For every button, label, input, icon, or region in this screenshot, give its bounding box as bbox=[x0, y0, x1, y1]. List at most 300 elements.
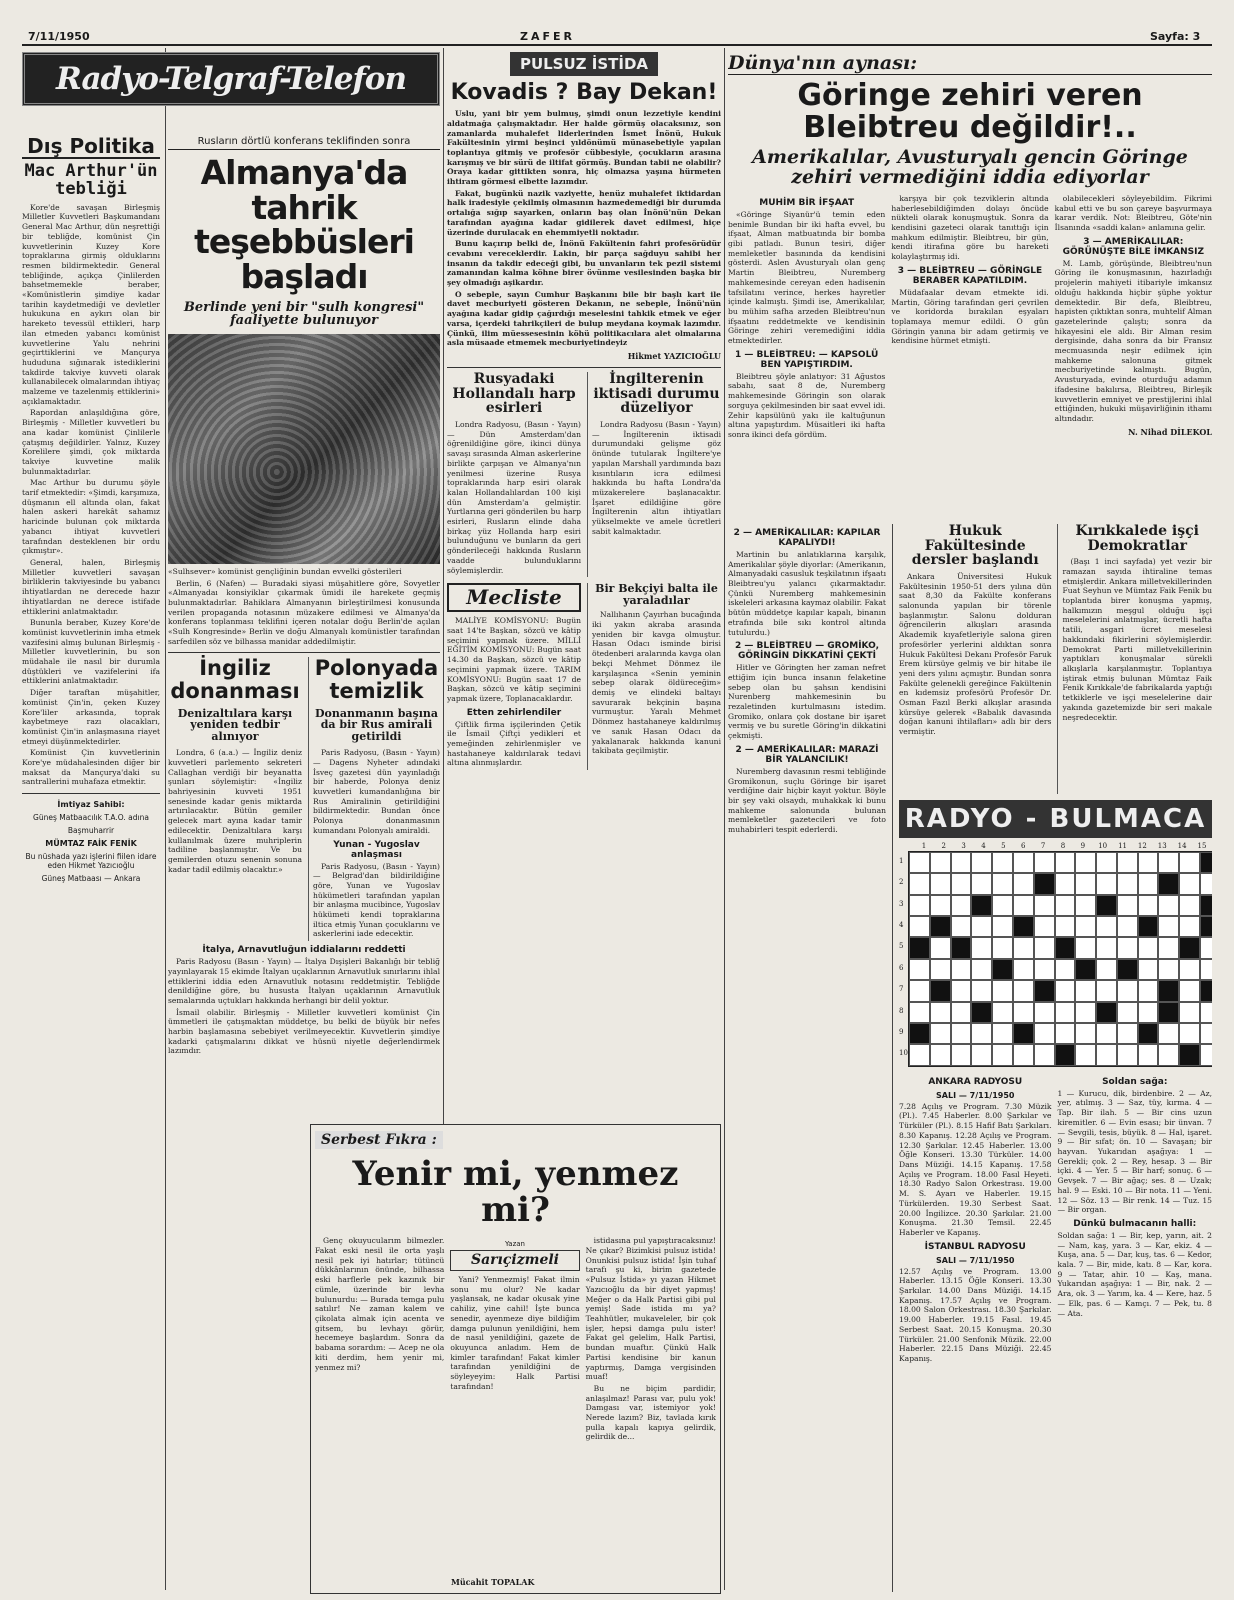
crossword-cell bbox=[1013, 937, 1034, 958]
crossword-cell bbox=[1138, 895, 1159, 916]
column-divider bbox=[724, 48, 725, 1590]
clues-text: 1 — Kurucu, dik, birdenbire. 2 — Az, yer, atılmış. 3 — Saz, tüy, kırma. 4 — Tap. Bir ilah. 5 — Bir cins uzun kiremitler. 6 — Evin esası; bir ünvan. 7 — Sevgili, tesis, büyük. 8 — Hal, işaret. 9 — Bir sıfat; ön. 10 — Savaşan; bir hayvan. Yukarıdan aşağıya: 1 — Gerekli; çok. 2 — Rey, hesap. 3 — Bir içki. 4 — Yer. 5 — Bir harf; sonuç. 6 — Gevşek. 7 — Bir ağaç; ses. 8 — Uzak; hal. 9 — Eski. 10 — Bir nota. 11 — Yeni. 12 — Söz. 13 — Bir renk. 14 — Tuz. 15 — Bir organ. bbox=[1057, 1088, 1212, 1215]
article-paragraph: Martinin bu anlatıklarına karşılık, Amerikalılar şöyle diyorlar: (Amerikanın, Almanyadaki casusluk teşkilatının ifşaatı Bleibtreu'yu yalancı çıkarmaktadır. Çünkü Nuremberg mahkemesinin iskeleleri arkasına kaymaz olabilir. Fakat bütün müddetçe kapılar kapalı, binanın etrafında bile sıkı kontrol altında tutulurdu.) bbox=[728, 549, 886, 637]
author-signature: N. Nihad DİLEKOL bbox=[1128, 426, 1212, 437]
crossword-column-numbers bbox=[914, 842, 1212, 851]
crossword-col-number: 6 bbox=[1020, 841, 1026, 850]
crossword-cell bbox=[1179, 873, 1200, 894]
crossword-cell bbox=[1013, 959, 1034, 980]
imprint-line: Güneş Matbaacılık T.A.O. adına bbox=[33, 813, 149, 823]
article-paragraph: O sebeple, sayın Cumhur Başkanını bile bir başlı kart ile davet mecburiyeti gösteren Dekanın, ne sebeple, İnönü'nün ayağına kadar gidip çağırdığı meselesini tahkik etmek ve eğer varsa, içerdeki tahrikçileri de bulup meydana koymak lazımdır. Çünkü, ilim müessesesinin köhü politikacılara alet olmalarına asla müsaade etmemek mecburiyetindeyiz bbox=[447, 289, 721, 348]
crossword-cell bbox=[1075, 895, 1096, 916]
right-section bbox=[892, 524, 1212, 1592]
crossword-cell bbox=[992, 1002, 1013, 1023]
crossword-cell bbox=[1158, 895, 1179, 916]
fikra-col bbox=[586, 1236, 716, 1444]
crossword-cell bbox=[909, 937, 930, 958]
article-paragraph: Diğer taraftan müşahitler, komünist Çin'in, çeken Kuzey Kore'liler arkasında, toprak kaybetmeye razı olacakları, komünist Çin'in anlaşmasına riayet etmeyi düşünmektedirler. bbox=[22, 688, 160, 746]
crossword-cell bbox=[951, 916, 972, 937]
article-england-economy bbox=[587, 372, 721, 577]
crossword-cell bbox=[1138, 1002, 1159, 1023]
crossword-cell bbox=[971, 1002, 992, 1023]
crossword-cell bbox=[1055, 937, 1076, 958]
crossword-cell bbox=[1075, 959, 1096, 980]
crossword-col-number: 15 bbox=[1197, 841, 1207, 850]
crossword-cell bbox=[1096, 852, 1117, 873]
article-paragraph: Komünist Çin kuvvetlerinin Kore'ye müdahalesinden diğer bir maksat da Mançurya'daki su santrallerini muhafaza etmektir. bbox=[22, 748, 160, 787]
crossword-cell bbox=[1117, 937, 1138, 958]
crossword-col-number: 2 bbox=[941, 841, 947, 850]
crowd-photo bbox=[168, 334, 440, 564]
crossword-col-number: 1 bbox=[921, 841, 927, 850]
crossword-cell bbox=[1096, 916, 1117, 937]
article-paragraph: istidasına pul yapıştıracaksınız! Ne çıkar? Bizimkisi pulsuz istida! Onunkisi pulsuz istida! İşin tuhaf tarafı şu ki, birim gazetede «Pulsuz İstida» yı yazan Hikmet Yazıcıoğlu da bir diyet yapmış! Meğer o da Halk Partisi gibi pul yemiş! Sade istida mı ya? Teahhütler, mukaveleler, bir çok işler, hepsi damga pulu ister! Fakat gel gelelim, Halk Partisi, bundan muaftır. Çünkü Halk Partisi kendisine bir kanun yaptırmış, Damga vergisinden muaf! bbox=[585, 1236, 716, 1382]
crossword-cell bbox=[951, 1002, 972, 1023]
radio-banner-box bbox=[22, 52, 440, 132]
photo-caption: «Sulhsever» komünist gençliğinin bundan evvelki gösterileri bbox=[168, 566, 402, 576]
crossword-cell bbox=[909, 916, 930, 937]
goring-col bbox=[891, 194, 1048, 524]
crossword-cell bbox=[971, 959, 992, 980]
two-article-row bbox=[899, 524, 1212, 794]
crossword-cell bbox=[1158, 1023, 1179, 1044]
article-paragraph: Bleibtreu şöyle anlatıyor: 31 Ağustos sabahı, saat 8 de, Nuremberg mahkemesinde Göringin son olarak sorguya çekilmesinden bir saat evvel idi. Zehir kapsülünü yakı ile kaltuğunun altına yapıştırdım. Müsaitleri iki hafta sonra ikinci defa gördüm. bbox=[728, 371, 886, 439]
crossword-cell bbox=[930, 1023, 951, 1044]
header-page-number: Sayfa: 3 bbox=[1150, 30, 1201, 43]
crossword-cell bbox=[1158, 873, 1179, 894]
crossword-cell bbox=[951, 852, 972, 873]
crossword-cell bbox=[1013, 916, 1034, 937]
article-paragraph: Bunu kaçırıp belki de, İnönü Fakültenin fahri profesörüdür cevabını vereceklerdir. Lakin, bir parça sağduyu sahibi her insanın da takdir edeceği gibi, bu unvanların tek pezil sistemi zamanından kalma köhne birer övünme vesilesinden başka bir şey olmadığı aşikardır. bbox=[447, 239, 721, 288]
crossword-cell bbox=[1200, 1044, 1212, 1065]
author-signature: Hikmet YAZICIOĞLU bbox=[627, 350, 721, 361]
radio-station-date: SALI — 7/11/1950 bbox=[936, 1090, 1015, 1100]
crossword-cell bbox=[1179, 959, 1200, 980]
crossword-cell bbox=[1034, 1002, 1055, 1023]
crossword-row-numbers bbox=[899, 851, 908, 1067]
headline-kirikkale: Kırıkkalede işçi Demokratlar bbox=[1075, 522, 1199, 554]
crossword-cell bbox=[1117, 980, 1138, 1001]
two-article-row bbox=[447, 367, 721, 577]
crossword-cell bbox=[930, 873, 951, 894]
crossword-cell bbox=[1200, 852, 1212, 873]
two-article-row bbox=[168, 652, 440, 941]
crossword-cell bbox=[1158, 1002, 1179, 1023]
subhead: 2 — BLEİBTREU — GROMİKO, GÖRİNGİN DİKKATİNİ ÇEKTİ bbox=[735, 641, 879, 662]
crossword-cell bbox=[1075, 916, 1096, 937]
crossword-cell bbox=[1179, 916, 1200, 937]
crossword-cell bbox=[971, 895, 992, 916]
radio-schedule: 7.28 Açılış ve Program. 7.30 Müzik (Pl.). 7.45 Haberler. 8.00 Şarkılar ve Türküler (Pl.). 8.15 Hafif Batı Şarkıları. 8.30 Kapanış. 12.28 Açılış ve Program. 12.30 Şarkılar. 12.45 Haberler. 13.00 Öğle Konseri. 13.30 Türküler. 14.00 Dans Müziği. 14.15 Kapanış. 17.58 Açılış ve Program. 18.00 Fasıl Heyeti. 18.30 Radyo Salon Orkestrası. 19.00 M. S. Ayarı ve Haberler. 19.15 Türkülerden. 19.30 Serbest Saat. 20.00 İngilizce. 20.30 Şarkılar. 21.00 Konuşma. 21.30 Temsil. 22.45 Haberler ve Kapanış. bbox=[899, 1101, 1052, 1237]
crossword-cell bbox=[1034, 1044, 1055, 1065]
subhead: MUHİM BİR İFŞAAT bbox=[759, 197, 855, 208]
crossword-cell bbox=[1096, 1023, 1117, 1044]
serbest-fikra-box bbox=[310, 1124, 721, 1594]
article-paragraph: Londra, 6 (a.a.) — İngiliz deniz kuvvetleri parlemento sekreteri Callaghan verdiği bir beyanatta şunları söylemiştir: «İngiliz bahriyesinin kuvveti 1951 senesinde kadar genis miktarda artırılacaktır. Bütün gemiler gelecek mart ayına kadar tamir edilecektir. Denizaltılara karşı kullanılmak üzere muhriplerin tadiline başlanmıştır. Ve bu gemilerden otuzu senenin sonuna kadar tadil edilmiş olacaktır.» bbox=[168, 748, 302, 874]
article-law-faculty bbox=[899, 524, 1051, 794]
column-1 bbox=[22, 136, 160, 1586]
crossword-cell bbox=[1117, 916, 1138, 937]
crossword-cell bbox=[1013, 895, 1034, 916]
article-paragraph: MALİYE KOMİSYONU: Bugün saat 14'te Başkan, sözcü ve kâtip seçimini yapmak üzere. MİLLİ EĞİTİM KOMİSYONU: Bugün saat 14.30 da Başkan, sözcü ve kâtip seçimini yapmak üzere. TARIM KOMİSYONU: Bugün saat 17 de Başkan, sözcü ve kâtip seçimini yapmak üzere, Toplanacaklardır. bbox=[447, 616, 581, 703]
section-title: Dış Politika bbox=[22, 136, 160, 159]
crossword-cell bbox=[971, 916, 992, 937]
crossword-cell bbox=[951, 1023, 972, 1044]
crossword-cell bbox=[1096, 959, 1117, 980]
crossword-col-number: 5 bbox=[1001, 841, 1006, 850]
header-paper-name: ZAFER bbox=[520, 30, 575, 43]
crossword-cell bbox=[1034, 959, 1055, 980]
headline-poland: Polonyada temizlik bbox=[314, 656, 439, 703]
headline-kovadis: Kovadis ? Bay Dekan! bbox=[450, 80, 718, 105]
crossword-cell bbox=[1179, 1002, 1200, 1023]
crossword-cell bbox=[1096, 1044, 1117, 1065]
crossword-body bbox=[899, 851, 1212, 1067]
lower-columns bbox=[728, 524, 1212, 1592]
crossword-cell bbox=[1117, 1044, 1138, 1065]
crossword-cell bbox=[992, 873, 1013, 894]
crossword-cell bbox=[1075, 1023, 1096, 1044]
crossword-cell bbox=[992, 852, 1013, 873]
imprint-line: Güneş Matbaası — Ankara bbox=[41, 874, 141, 884]
article-paragraph: Bununla beraber, Kuzey Kore'de komünist kuvvetlerinin imha etmek vazifesini almış bulunan Birleşmiş - Milletler kuvvetlerinin, bu son müdahale ile nasıl bir durumla düştükleri ve vazifelerini ifa ettiklerini anlatmaktadır. bbox=[22, 618, 160, 686]
article-paragraph: Fakat, bugünkü nazik vaziyette, henüz muhalefet iktidardan halk iradesiyle çekilmiş olmasının hazmedemediği bir durumda ortalığa sığıp sayarken, onların baş olan İnönü'nün Dekan tarafından ayağına kadar gidilerek davet edilmesi, hiçe üzerinde durulacak en ehemmiyetli noktadır. bbox=[447, 188, 721, 237]
crossword-cell bbox=[909, 1002, 930, 1023]
article-paragraph: Genç okuyucularım bilmezler. Fakat eski nesil ile orta yaşlı nesil pek iyi hatırlar; tütüncü dükkânlarının önünde, bilhassa eski harflerle pek kazınık bir cümle, üzerinde bir levha bulunurdu: — Burada temga pulu satılır! Ne zaman kalem ve çikolata almak için acenta ve gitsem, bu levhayı görür, hecemeye başlardım. Sonra da babama sorardım: — Acep ne ola kiti derdim, hem yenir mi, yenmez mi? bbox=[315, 1236, 445, 1372]
crossword-cell bbox=[971, 937, 992, 958]
crossword-cell bbox=[1096, 895, 1117, 916]
crossword-cell bbox=[992, 895, 1013, 916]
crossword-cell bbox=[1034, 937, 1055, 958]
crossword-cell bbox=[1117, 959, 1138, 980]
subhead-greek-yugoslav: Yunan - Yugoslav anlaşması bbox=[333, 839, 420, 860]
article-paragraph: Müdafaalar devam etmekte idi. Martin, Göring tarafından geri çevrilen ve koridorda bırakılan eşyaları toplamaya memur edildi. O gün Göringin yanına bir adam getirmiş ve kendisine hürmet etmişti. bbox=[891, 287, 1049, 346]
crossword-cell bbox=[1117, 895, 1138, 916]
article-paragraph: General, halen, Birleşmiş Milletler kuvvetleri savaşan birliklerin takviyesinde bu yabancı ihtiyatlardan ne derecede hazır ihtiyatlardan ne derece istifade ettiklerini anlatmaktadır. bbox=[22, 558, 160, 616]
crossword-cell bbox=[1158, 959, 1179, 980]
pulsuz-label-wrap bbox=[447, 52, 721, 76]
article-title: Mac Arthur'ün tebliği bbox=[24, 161, 158, 199]
crossword-cell bbox=[1200, 916, 1212, 937]
crossword-cell bbox=[930, 937, 951, 958]
crossword-cell bbox=[1055, 916, 1076, 937]
radio-station-title: İSTANBUL RADYOSU bbox=[924, 1241, 1026, 1252]
crossword-cell bbox=[930, 895, 951, 916]
article-paragraph: karşıya bir çok tezviklerin altında haberlesebildiğimden dolayı öncüde nükteli olarak konuşmuştuk. Sonra da kendisini gazeteci olarak tanıttığı için mahkum edilmiştir. Bleibtreu, bir gün, kendi itirafına göre bu hareketi kolaylaştırmış idi. bbox=[891, 193, 1049, 262]
fikra-title: Yenir mi, yenmez mi? bbox=[352, 1154, 679, 1230]
crossword-cell bbox=[951, 1044, 972, 1065]
crossword-cell bbox=[992, 980, 1013, 1001]
divider bbox=[22, 793, 160, 794]
radio-schedule: 12.57 Açılış ve Program. 13.00 Haberler. 13.15 Öğle Konseri. 13.30 Şarkılar. 14.00 Dans Müziği. 14.15 Kapanış. 17.57 Açılış ve Program. 18.00 Salon Orkestrası. 18.30 Şarkılar. 19.00 Haberler. 19.15 Fasıl. 19.45 Serbest Saat. 20.15 Konuşma. 20.30 Türküler. 21.00 Senfonik Müzik. 22.00 Haberler. 22.15 Dans Müziği. 22.45 Kapanış. bbox=[899, 1266, 1052, 1363]
crossword-cell bbox=[1138, 852, 1159, 873]
crossword-col-number: 10 bbox=[1098, 841, 1108, 850]
crossword-row-number: 10 bbox=[899, 1049, 908, 1058]
radio-programs bbox=[899, 1073, 1052, 1366]
crossword-cell bbox=[909, 873, 930, 894]
crossword-cell bbox=[1055, 1023, 1076, 1044]
crossword-row-number: 8 bbox=[899, 1006, 904, 1015]
article-paragraph: İsmail olabilir. Birleşmiş - Milletler kuvvetleri komünist Çin ümmetleri ile çatışmaktan müddetçe, bu belki de büyük bir nefes harbin başlamasına sebebiyet verilmeyecektir. Kuvvetlerin şimdiye kadarki çatışmalarını dikkat ve hüsnü niyetle değerlendirmek lazımdır. bbox=[168, 1007, 440, 1056]
headline-navy: İngiliz donanması bbox=[170, 656, 300, 703]
crossword-cell bbox=[1117, 1002, 1138, 1023]
crossword-cell bbox=[1158, 1044, 1179, 1065]
crossword-cell bbox=[1055, 873, 1076, 894]
article-paragraph: «Göringe Siyanür'ü temin eden benimle Bundan bir iki hafta evvel, bu ifşaat, Alman matbuatında bir bomba gibi patladı. Bunun tesiri, diğer memleketler basınında da kendisini gösterdi. Aslen Avusturyalı olan genç Martin Bleibtreu, Nuremberg mahkemesinde cereyan eden hadisenin tafsilatını verince, herkes hayretler içinde kalmıştı. Şimdi ise, Amerikalılar, bu mühim safha arzeden Bleibtreu'nun ifşaatını reddetmekte ve kendisinin Göringe zehiri veremediğini iddia etmektedirler. bbox=[728, 209, 886, 346]
radio-station-date: SALI — 7/11/1950 bbox=[936, 1255, 1015, 1265]
radio-and-clues bbox=[899, 1073, 1212, 1366]
crossword-cell bbox=[1055, 1002, 1076, 1023]
serbest-fikra-label: Serbest Fıkra : bbox=[315, 1131, 443, 1149]
subhead: 3 — BLEİBTREU — GÖRİNGLE BERABER KAPATILDIM. bbox=[897, 265, 1043, 286]
radio-crossword-banner: RADYO - BULMACA bbox=[899, 800, 1212, 838]
crossword-cell bbox=[1158, 937, 1179, 958]
crossword-col-number: 14 bbox=[1177, 841, 1187, 850]
crossword-cell bbox=[1200, 980, 1212, 1001]
crossword-cell bbox=[1034, 852, 1055, 873]
author-signature: Mücahit TOPALAK bbox=[451, 1577, 535, 1587]
crossword-col-number: 11 bbox=[1118, 841, 1127, 850]
column-divider bbox=[165, 48, 166, 1590]
crossword-cell bbox=[1096, 1002, 1117, 1023]
crossword-col-number: 4 bbox=[981, 841, 986, 850]
headline-goring: Göringe zehiri veren Bleibtreu değildir!.. bbox=[797, 78, 1143, 145]
article-paragraph: M. Lamb, görüşünde, Bleibtreu'nun Göring ile konuşmasının, hazırladığı projelerin mahiyeti itibariyle imkansız olduğu hakkında hiçbir şüphe yoktur demektedir. Bir defa, Bleibtreu, hapisten çıktıktan sonra, muhtelif Alman gazetelerinde çalıştı; sonra da hikayesini ele aldı. Bir Alman resim dergisinde, daha sonra da bir Fransız mecmuasında neşir edilmek için mahkeme salonuna gitmek mecburiyetinde kalmıştı. Bugün, Avusturyada, evinde oturduğu adamın ifadesine bakılırsa, Bleibtreu, Birleşik kuvvetlerin emniyet ve prestijlerini ihlal ettiğinden, hukuki müşavirliğinin ithamı altındadır. bbox=[1054, 258, 1212, 423]
article-paragraph: Paris Radyosu, (Basın - Yayın) — Belgrad'dan bildirildiğine göre, Yunan ve Yugoslav hükümetleri tarafından yapılan bir anlaşma mucibince, Yugoslav hükümeti kendi topraklarına iltica etmiş Yunan çocuklarını ve askerlerini iade edecektir. bbox=[313, 861, 440, 939]
subhead: 1 — BLEİBTREU: — KAPSOLÜ BEN YAPIŞTIRDIM. bbox=[735, 349, 879, 370]
article-parliament bbox=[447, 583, 581, 770]
subhead: 3 — AMERİKALILAR: GÖRÜNÜŞTE BİLE İMKANSIZ bbox=[1062, 236, 1205, 257]
article-paragraph: olabilecekleri söyleyebildim. Fikrimi kabul etti ve bu son çareye başvurmaya karar verdik. Not: Bleibtreu, Göte'nin İlsanında «saddi kalan» anlamına gelir. bbox=[1054, 193, 1212, 232]
crossword-row-number: 3 bbox=[899, 899, 904, 908]
imprint-editor: MÜMTAZ FAİK FENİK bbox=[45, 839, 137, 849]
crossword-cell bbox=[930, 916, 951, 937]
article-paragraph: Paris Radyosu (Basın - Yayın) — İtalya Dışişleri Bakanlığı bir tebliğ yayınlayarak 15 ekimde İtalyan uçaklarının Arnavutluk sınırlarını ihlal ettiklerini iddia eden Arnavutluk notasını reddetmiştir. Tebliğde denildiğine göre, bu hususta İtalyan uçaklarının Arnavutluk semalarında uçtukları hakkında herhangi bir delil yoktur. bbox=[168, 957, 440, 1005]
crossword-cell bbox=[930, 1044, 951, 1065]
article-paragraph: (Başı 1 inci sayfada) yet vezir bir ramazan sayıda ihtiraline temas etmişlerdir. Ankara milletvekillerinden Fuat Seyhun ve Mümtaz Faik Fenik bu toplantıda birer konuşma yapmış, halkımızın meşgul olduğu işçi meselelerini anlatmışlar, ücretli hafta tatili, asgari ücret meselesi hakkındaki fikirlerini söylemişlerdir. Demokrat Parti milletvekillerinin yaptıkları konuşmalar sürekli alkışlarla karşılanmıştır. Toplantıya iştirak etmiş bulunan Mümtaz Faik Fenik Kırıkkale'de fabrikalarda yaptığı tetkiklerle ve işçi meselelerine dair yakında gazetemizde bir seri makale neşredecektir. bbox=[1062, 557, 1212, 722]
crossword-cell bbox=[930, 1002, 951, 1023]
dunya-kicker: Dünya'nın aynası: bbox=[728, 52, 1212, 75]
crossword-cell bbox=[1013, 852, 1034, 873]
subhead-poland: Donanmanın başına da bir Rus amirali getirildi bbox=[314, 706, 439, 743]
crossword-cell bbox=[1179, 980, 1200, 1001]
crossword-cell bbox=[1075, 937, 1096, 958]
two-article-row bbox=[447, 583, 721, 770]
subhead: 2 — AMERİKALILAR: KAPILAR KAPALIYDI! bbox=[733, 527, 881, 548]
crossword-row-number: 6 bbox=[899, 963, 904, 972]
radio-station-title: ANKARA RADYOSU bbox=[928, 1076, 1023, 1087]
crossword-cell bbox=[971, 1023, 992, 1044]
crossword-cell bbox=[1179, 895, 1200, 916]
headline-law-faculty: Hukuk Fakültesinde dersler başlandı bbox=[911, 522, 1039, 569]
crossword-col-number: 9 bbox=[1080, 841, 1086, 850]
crossword-cell bbox=[1075, 1044, 1096, 1065]
crossword-cell bbox=[909, 852, 930, 873]
crossword-row-number: 5 bbox=[899, 942, 904, 951]
crossword-cell bbox=[909, 1044, 930, 1065]
crossword-cell bbox=[992, 937, 1013, 958]
crossword-cell bbox=[1179, 852, 1200, 873]
crossword-cell bbox=[1117, 873, 1138, 894]
crossword-cell bbox=[1034, 1023, 1055, 1044]
headline-dutch-pow: Rusyadaki Hollandalı harp esirleri bbox=[452, 370, 576, 417]
imprint-line: Başmuharrir bbox=[67, 826, 115, 836]
article-paragraph: Hitler ve Göringten her zaman nefret ettiğim için bunca insanın felaketine sebep olan bu şahsın kendisini Nurenberg mahkemesinin bu rezaletinden kurtulmasını istedim. Gromiko, onlara çok dostane bir işaret vermiş ve bu suretle Göring'in dikkatini çekmişti. bbox=[728, 663, 886, 741]
crossword-cell bbox=[971, 852, 992, 873]
byline-label: Yazan bbox=[504, 1240, 525, 1249]
crossword-cell bbox=[951, 980, 972, 1001]
crossword-cell bbox=[1034, 895, 1055, 916]
crossword-cell bbox=[909, 959, 930, 980]
column-2 bbox=[168, 132, 440, 1142]
article-paragraph: Paris Radyosu, (Basın - Yayın) — Dagens Nyheter adındaki İsveç gazetesi dün yayınladığı bir haberde, Polonya deniz kuvvetleri kumandanlığına bir Rus Amiralinin getirildiğini bildirmektedir. Bundan önce Polonya donanmasının kumandanı Polonyalı amiraldi. bbox=[313, 748, 440, 835]
crossword-cell bbox=[1055, 895, 1076, 916]
crossword-col-number: 8 bbox=[1060, 841, 1066, 850]
crossword-col-number: 12 bbox=[1137, 841, 1147, 850]
goring-article-columns bbox=[728, 194, 1212, 524]
article-paragraph: Nuremberg davasının resmi tebliğinde Gromikonun, suçlu Göringe bir işaret verdiğine dair hiçbir kayıt yoktur. Böyle bir şey vaki olsaydı, muhakkak ki bunu mahkeme salonunda bulunan memleketler gazetecileri ve foto muhabirleri tespit ederlerdi. bbox=[728, 766, 886, 835]
crossword-cell bbox=[930, 980, 951, 1001]
crossword-cell bbox=[1138, 1023, 1159, 1044]
crossword-cell bbox=[909, 980, 930, 1001]
crossword-cell bbox=[1200, 1023, 1212, 1044]
crossword-cell bbox=[1075, 980, 1096, 1001]
header-rule bbox=[22, 44, 1212, 46]
crossword-cell bbox=[971, 980, 992, 1001]
crossword-cell bbox=[1200, 937, 1212, 958]
column-4 bbox=[728, 52, 1212, 1592]
crossword-cell bbox=[992, 959, 1013, 980]
author-byline: Sarıçizmeli bbox=[450, 1250, 579, 1271]
column-3 bbox=[447, 52, 721, 1152]
article-paragraph: Nallıhanın Çayırhan bucağında iki yakın akraba arasında yeniden bir kavga olmuştur. Hasan Odacı isminde birisi ötedenberi aralarında kavga olan bekçi Mehmet Dönmez ile karşılaşınca «Senin yeminin sebep olarak öldüreceğim» demiş ve elindeki baltayı savurarak bekçinin başına vurmuştur. Yaralı Mehmet Dönmez hastahaneye kaldırılmış ve sanık Hasan Odacı da yakalanarak hakkında kanuni takibata geçilmiştir. bbox=[592, 610, 721, 756]
crossword-cell bbox=[1075, 873, 1096, 894]
article-paragraph: Mac Arthur bu durumu şöyle tarif etmektedir: «Şimdi, karşımıza, düşmanın ell altında olan, fakat halen askeri harekât sahamız haricinde bulunan çok miktarda yabancı ihtiyat kuvvetleri tarafından desteklenen bir ordu çıkmıştır». bbox=[22, 478, 160, 556]
goring-col bbox=[1055, 194, 1212, 524]
crossword-cell bbox=[1034, 916, 1055, 937]
crossword-cell bbox=[1138, 873, 1159, 894]
crossword-cell bbox=[1138, 937, 1159, 958]
crossword-cell bbox=[1096, 980, 1117, 1001]
crossword-cell bbox=[951, 895, 972, 916]
crossword-cell bbox=[1138, 916, 1159, 937]
article-paragraph: Çiftlik firma işçilerinden Çetik ile İsmail Çiftçi yedikleri et yemeğinden zehirlenmişler ve hastahaneye kaldırılarak tedavi altına alınmışlardır. bbox=[447, 719, 581, 768]
crossword-cell bbox=[1179, 1044, 1200, 1065]
crossword-cell bbox=[1055, 852, 1076, 873]
fikra-columns bbox=[315, 1236, 716, 1444]
article-paragraph: Ankara Üniversitesi Hukuk Fakültesinin 1950-51 ders yılına dün saat 8,30 da Fakülte konferans salonunda yapılan bir törenle başlanmıştır. Salonu dolduran öğrencilerin alkışları arasında Akademik kıyafetleriyle salona giren profesörler yerlerini aldıktan sonra Hukuk Fakültesi Dekanı Profesör Faruk Erem kürsüye gelmiş ve bir hitabe ile yeni ders yılını açmıştır. Bundan sonra Fakülte gelenekli gereğince Fakültenin en kıdemsiz profesörü Profesör Dr. Osman Fazıl Berki alkışlar arasında kürsüye gelerek «Babalık davasında doğan kanuni ihtilafları» adlı bir ders vermiştir. bbox=[899, 571, 1052, 737]
crossword-cell bbox=[1096, 937, 1117, 958]
crossword-cell bbox=[1200, 873, 1212, 894]
crossword-cell bbox=[1158, 980, 1179, 1001]
headline-germany: Almanya'da tahrik teşebbüsleri başladı bbox=[194, 153, 414, 296]
crossword-cell bbox=[1158, 916, 1179, 937]
crossword-cell bbox=[951, 959, 972, 980]
article-poland bbox=[308, 657, 440, 941]
crossword-cell bbox=[1034, 980, 1055, 1001]
article-paragraph: Kore'de savaşan Birleşmiş Milletler Kuvvetleri Başkumandanı General Mac Arthur, dün neşrettiği bir tebliğde, komünist Çin kuvvetlerinin Kuzey Kore topraklarına girmiş olduklarını resmen bildirmektedir. General tebliğinde, açıkça Çinlilerden bahsetmemekle beraber, «Komünistlerin şimdiye kadar tarihin kaydetmediği ve devletler hukukuna en aykırı olan bir hareketo tevessül ettikleri, harp ilan etmeden yabancı komünist kuvvetlerine Yalu nehrini geçirttiklerini ve Mançurya hududuna sığınarak istediklerini takdirde takviye kuvveti olarak kullanabilecek olmalarından ihtiyaç malzeme ve tazelenmiş ettiklerini» açıklamaktadır. bbox=[22, 202, 160, 406]
subhead-poisoning: Etten zehirlendiler bbox=[466, 707, 562, 718]
subhead: 2 — AMERİKALILAR: MARAZİ BİR YALANCILIK! bbox=[735, 744, 879, 765]
crossword-cell bbox=[1096, 873, 1117, 894]
crossword-cell bbox=[930, 852, 951, 873]
headline-watchman: Bir Bekçiyi balta ile yaraladılar bbox=[595, 582, 718, 607]
crossword-cell bbox=[1158, 852, 1179, 873]
crossword-cell bbox=[1075, 852, 1096, 873]
crossword-cell bbox=[1013, 873, 1034, 894]
article-dutch-pow bbox=[447, 372, 581, 577]
crossword-clues bbox=[1058, 1073, 1212, 1366]
subhead-navy: Denizaltılara karşı yeniden tedbir alınıyor bbox=[177, 706, 293, 743]
article-paragraph: Londra Radyosu (Basın - Yayın) — İngilterenin iktisadi durumundaki gelişme göz önünde tutularak İngiltere'ye yapılan Marshall yardımında bazı kısıntıların icra edilmesi hakkında bu hafta Londra'da müzakerelere başlanacaktır. İşaret edildiğine göre İngilterenin altın ihtiyatları yükselmekte ve amele ücretleri sabit kalmaktadır. bbox=[592, 420, 721, 536]
article-navy bbox=[168, 657, 302, 941]
crossword-col-number: 7 bbox=[1040, 841, 1046, 850]
crossword-cell bbox=[1075, 1002, 1096, 1023]
crossword-cell bbox=[1013, 980, 1034, 1001]
headline-subtitle: Berlinde yeni bir "sulh kongresi" faaliyette bulunuyor bbox=[183, 299, 425, 329]
crossword-cell bbox=[951, 873, 972, 894]
crossword-cell bbox=[971, 873, 992, 894]
crossword-cell bbox=[971, 1044, 992, 1065]
imprint-line: Bu nüshada yazı işlerini fiilen idare eden Hikmet Yazıcıoğlu bbox=[25, 852, 157, 871]
crossword-cell bbox=[1138, 980, 1159, 1001]
crossword-cell bbox=[1013, 1002, 1034, 1023]
crossword-puzzle bbox=[899, 842, 1212, 1067]
crossword-cell bbox=[951, 937, 972, 958]
article-paragraph: Rapordan anlaşıldığına göre, Birleşmiş - Milletler kuvvetleri bu ana kadar komünist Çinlilerle çatışmış değildirler. Yalnız, Kuzey Korelilere şimdi, çok miktarda takviye kuvvetine malik bulunmaktadırlar. bbox=[22, 408, 160, 476]
crossword-cell bbox=[909, 895, 930, 916]
header-date: 7/11/1950 bbox=[28, 30, 90, 43]
crossword-cell bbox=[1055, 959, 1076, 980]
crossword-cell bbox=[1117, 852, 1138, 873]
fikra-col bbox=[315, 1236, 444, 1444]
crossword-cell bbox=[1179, 1023, 1200, 1044]
crossword-cell bbox=[1055, 1044, 1076, 1065]
headline-england-economy: İngilterenin iktisadi durumu düzeliyor bbox=[593, 370, 720, 417]
article-paragraph: Berlin, 6 (Nafen) — Buradaki siyasi müşahitlere göre, Sovyetler «Almanyadaı konsiyiklar çıkarmak ümidi ile harekete geçmiş bulunmaktadırlar. Bahiklara Almanyanın birleştirilmesi konusunda verilen propaganda notasının müzakere edilmesi ve Almanya'da konferans toplanması teklifini içeren notalar doğu Berlin'de açılan «Sulh Kongresinde» Berlin ve doğu Almanyalı komünistler tarafından sarfedilen söz ve bilhassa manidar addedilmiştir. bbox=[168, 578, 440, 646]
mecliste-box: Mecliste bbox=[447, 583, 581, 612]
article-watchman bbox=[587, 583, 721, 770]
article-paragraph: Yani? Yenmezmiş! Fakat ilmin sonu mu olur? Ne kadar yaşlansak, ne kadar okusak yine cahiliz, yine cahil! İşte bunca senedir, ayenmeze diye bildiğim damga pulunun yenildiğini, hem de nasıl yenildiğini, gazete de okuyunca anladım. Hem de kimler tarafından! Fakat kimler tarafından yenildiğini de söyleyeyim: Halk Partisi tarafından! bbox=[450, 1275, 580, 1391]
crossword-cell bbox=[1055, 980, 1076, 1001]
crossword-cell bbox=[909, 1023, 930, 1044]
crossword-cell bbox=[1013, 1023, 1034, 1044]
pulsuz-istida-label: PULSUZ İSTİDA bbox=[510, 52, 658, 76]
clues-heading: Soldan sağa: bbox=[1102, 1076, 1168, 1087]
goring-col-continued bbox=[728, 524, 886, 1592]
crossword-cell bbox=[1117, 1023, 1138, 1044]
article-kirikkale bbox=[1057, 524, 1212, 794]
crossword-cell bbox=[1034, 873, 1055, 894]
crossword-cell bbox=[1200, 895, 1212, 916]
crossword-cell bbox=[992, 1023, 1013, 1044]
crossword-cell bbox=[1138, 959, 1159, 980]
radio-telegraph-banner: Radyo-Telgraf-Telefon bbox=[22, 52, 440, 106]
imprint-line: İmtiyaz Sahibi: bbox=[57, 800, 125, 810]
crossword-col-number: 13 bbox=[1157, 841, 1167, 850]
crossword-row-number: 4 bbox=[899, 921, 904, 930]
clues-heading: Dünkü bulmacanın halli: bbox=[1073, 1218, 1197, 1229]
article-paragraph: Bu ne biçim pardidir, anlaşılmaz! Parası var, pulu yok! Damgası var, istemiyor yok! Nerede lazım? Biz, tavlada kırık pulla kapalı kapıya gelirdik, gelirdik de... bbox=[585, 1383, 716, 1442]
clues-text: Soldan sağa: 1 — Bir, kep, yarın, ait. 2 — Nam, kaş, yara. 3 — Kar, ekiz. 4 — Kuşa, ana. 5 — Dar, kuş, tas. 6 — Kedor, kala. 7 — Bir, mide, katı. 8 — Kar, kora. 9 — Tatar, ahir. 10 — Kaş, mana. Yukarıdan aşağıya: 1 — Bir, nak. 2 — Ara, ok. 3 — Yarım, ka. 4 — Kere, haz. 5 — Elk, pas. 6 — Kamçı. 7 — Pek, tu. 8 — Ata. bbox=[1057, 1230, 1212, 1318]
crossword-row-number: 1 bbox=[899, 856, 904, 865]
crossword-cell bbox=[1013, 1044, 1034, 1065]
article-paragraph: Londra Radyosu, (Basın - Yayın) — Dün Amsterdam'dan öğrenildiğine göre, ikinci dünya savaşı sırasında Alman askerlerine birlikte çarpışan ve Almanya'nın yenilmesi üzerine Rusya topraklarında harp esiri olarak kalan Hollandalılardan 100 kişi dün Amsterdam'a gelmiştir. Yurtlarına geri gönderilen bu harp esirleri, Rusların elinde daha birkaç yüz Hollanda harp esiri bulunduğunu ve bunların da geri gönderileceği hakkında Rusların vaadde bulunduklarını söylemişlerdir. bbox=[447, 420, 581, 575]
crossword-cell bbox=[1179, 937, 1200, 958]
crossword-col-number: 3 bbox=[961, 841, 966, 850]
crossword-cell bbox=[1200, 959, 1212, 980]
crossword-cell bbox=[1138, 1044, 1159, 1065]
